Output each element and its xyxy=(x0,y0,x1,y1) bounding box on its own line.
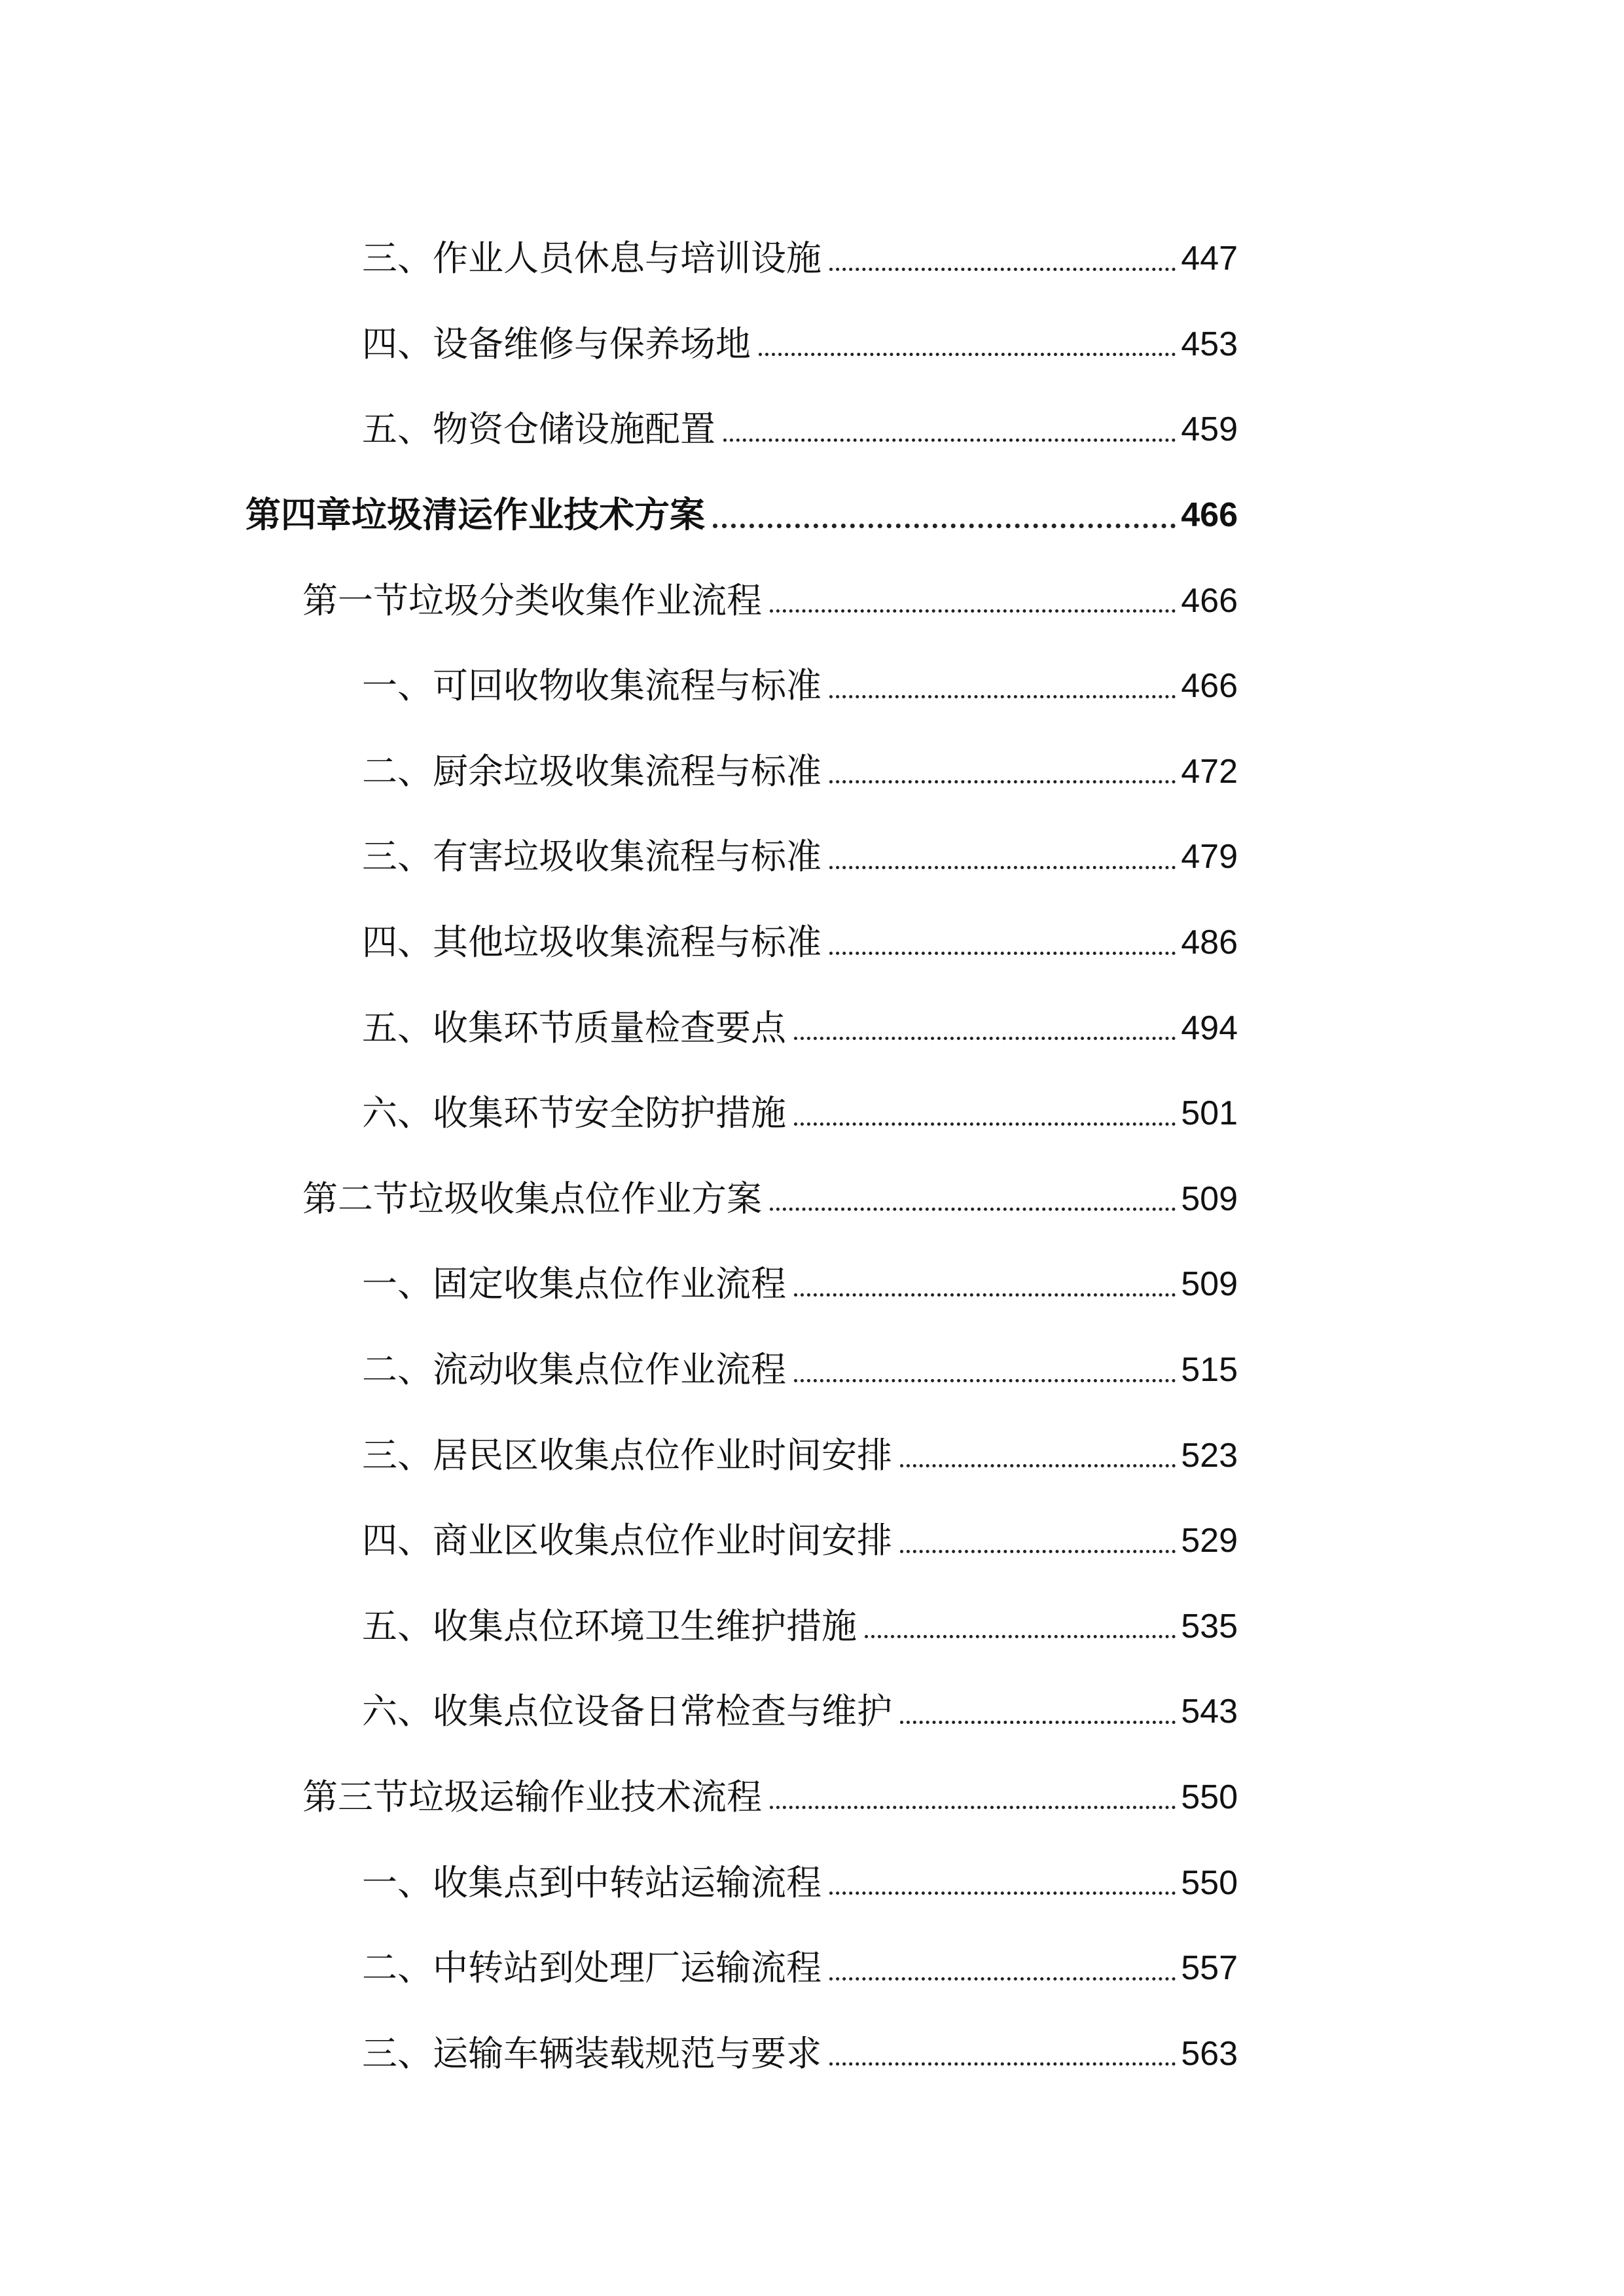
toc-entry[interactable] xyxy=(0,2011,1624,2096)
toc-entry-page: 515 xyxy=(1181,1351,1238,1390)
toc-entry-page: 557 xyxy=(1181,1949,1238,1988)
toc-entry-title: 五、物资仓储设施配置 xyxy=(362,408,715,450)
toc-entry-page: 486 xyxy=(1181,924,1238,962)
toc-entry[interactable] xyxy=(0,1584,1624,1670)
toc-section-entry[interactable] xyxy=(0,558,1624,643)
toc-section-entry[interactable] xyxy=(0,1755,1624,1840)
toc-leader-dots xyxy=(794,1293,1176,1297)
toc-entry[interactable] xyxy=(0,302,1624,387)
toc-entry-title: 第三节垃圾运输作业技术流程 xyxy=(302,1776,762,1818)
toc-entry[interactable] xyxy=(0,1412,1624,1498)
toc-entry-page: 509 xyxy=(1181,1265,1238,1304)
toc-entry-page: 494 xyxy=(1181,1009,1238,1047)
toc-entry-title: 一、可回收物收集流程与标准 xyxy=(362,665,821,707)
toc-entry-title: 一、收集点到中转站运输流程 xyxy=(362,1861,821,1903)
toc-leader-dots xyxy=(829,2062,1176,2066)
toc-leader-dots xyxy=(794,1379,1176,1382)
toc-entry-page: 453 xyxy=(1181,325,1238,363)
toc-leader-dots xyxy=(723,439,1176,442)
toc-entry[interactable] xyxy=(0,729,1624,815)
toc-entry-title: 三、居民区收集点位作业时间安排 xyxy=(362,1434,892,1476)
toc-entry[interactable] xyxy=(0,1840,1624,1926)
toc-entry-page: 447 xyxy=(1181,240,1238,278)
toc-entry-title: 五、收集点位环境卫生维护措施 xyxy=(362,1605,857,1647)
toc-entry-page: 543 xyxy=(1181,1693,1238,1731)
toc-entry-page: 535 xyxy=(1181,1607,1238,1645)
toc-entry-title: 二、厨余垃圾收集流程与标准 xyxy=(362,750,821,792)
toc-entry-page: 550 xyxy=(1181,1778,1238,1816)
toc-entry-title: 五、收集环节质量检查要点 xyxy=(362,1007,786,1049)
toc-entry[interactable] xyxy=(0,1926,1624,2011)
toc-entry-page: 472 xyxy=(1181,752,1238,791)
toc-entry-page: 509 xyxy=(1181,1179,1238,1218)
toc-entry-title: 四、其他垃圾收集流程与标准 xyxy=(362,922,821,963)
toc-entry[interactable] xyxy=(0,814,1624,900)
toc-entry-page: 523 xyxy=(1181,1436,1238,1475)
toc-leader-dots xyxy=(770,609,1176,613)
toc-entry-page: 459 xyxy=(1181,410,1238,449)
toc-leader-dots xyxy=(829,268,1176,271)
toc-entry-page: 466 xyxy=(1181,496,1238,535)
toc-leader-dots xyxy=(829,780,1176,783)
table-of-contents xyxy=(0,216,1624,2096)
toc-leader-dots xyxy=(865,1635,1176,1638)
toc-entry-title: 一、固定收集点位作业流程 xyxy=(362,1263,786,1305)
toc-leader-dots xyxy=(794,1122,1176,1126)
toc-entry-page: 563 xyxy=(1181,2034,1238,2073)
toc-entry-page: 550 xyxy=(1181,1863,1238,1902)
toc-leader-dots xyxy=(900,1550,1176,1553)
toc-leader-dots xyxy=(794,1037,1176,1040)
toc-entry[interactable] xyxy=(0,1242,1624,1327)
toc-leader-dots xyxy=(829,695,1176,698)
toc-section-entry[interactable] xyxy=(0,1157,1624,1242)
toc-entry-title: 四、商业区收集点位作业时间安排 xyxy=(362,1520,892,1562)
toc-entry[interactable] xyxy=(0,216,1624,302)
toc-entry[interactable] xyxy=(0,1498,1624,1584)
toc-entry[interactable] xyxy=(0,1071,1624,1157)
toc-entry-title: 第四章垃圾清运作业技术方案 xyxy=(245,494,705,536)
toc-entry[interactable] xyxy=(0,1669,1624,1755)
toc-entry-page: 466 xyxy=(1181,667,1238,706)
toc-leader-dots xyxy=(770,1806,1176,1809)
toc-leader-dots xyxy=(829,1892,1176,1895)
toc-entry-page: 501 xyxy=(1181,1094,1238,1133)
toc-leader-dots xyxy=(713,524,1176,528)
toc-entry-title: 六、收集点位设备日常检查与维护 xyxy=(362,1691,892,1732)
toc-leader-dots xyxy=(759,353,1176,356)
toc-leader-dots xyxy=(900,1464,1176,1467)
toc-entry-page: 479 xyxy=(1181,838,1238,876)
toc-chapter-entry[interactable] xyxy=(0,473,1624,558)
toc-leader-dots xyxy=(900,1721,1176,1724)
toc-leader-dots xyxy=(829,1977,1176,1981)
toc-entry-page: 466 xyxy=(1181,581,1238,620)
toc-entry-title: 二、中转站到处理厂运输流程 xyxy=(362,1947,821,1989)
toc-leader-dots xyxy=(829,952,1176,955)
toc-entry[interactable] xyxy=(0,985,1624,1071)
toc-entry-title: 第二节垃圾收集点位作业方案 xyxy=(302,1177,762,1219)
toc-leader-dots xyxy=(770,1208,1176,1211)
toc-entry-title: 第一节垃圾分类收集作业流程 xyxy=(302,579,762,621)
toc-entry-title: 三、有害垃圾收集流程与标准 xyxy=(362,836,821,878)
toc-entry-title: 三、运输车辆装载规范与要求 xyxy=(362,2032,821,2074)
toc-entry-page: 529 xyxy=(1181,1522,1238,1560)
toc-entry[interactable] xyxy=(0,900,1624,986)
toc-leader-dots xyxy=(829,866,1176,869)
toc-entry[interactable] xyxy=(0,1327,1624,1413)
toc-entry[interactable] xyxy=(0,387,1624,473)
toc-entry-title: 二、流动收集点位作业流程 xyxy=(362,1349,786,1391)
toc-entry-title: 六、收集环节安全防护措施 xyxy=(362,1092,786,1134)
toc-entry-title: 四、设备维修与保养场地 xyxy=(362,323,751,365)
toc-entry-title: 三、作业人员休息与培训设施 xyxy=(362,238,821,279)
toc-entry[interactable] xyxy=(0,643,1624,729)
